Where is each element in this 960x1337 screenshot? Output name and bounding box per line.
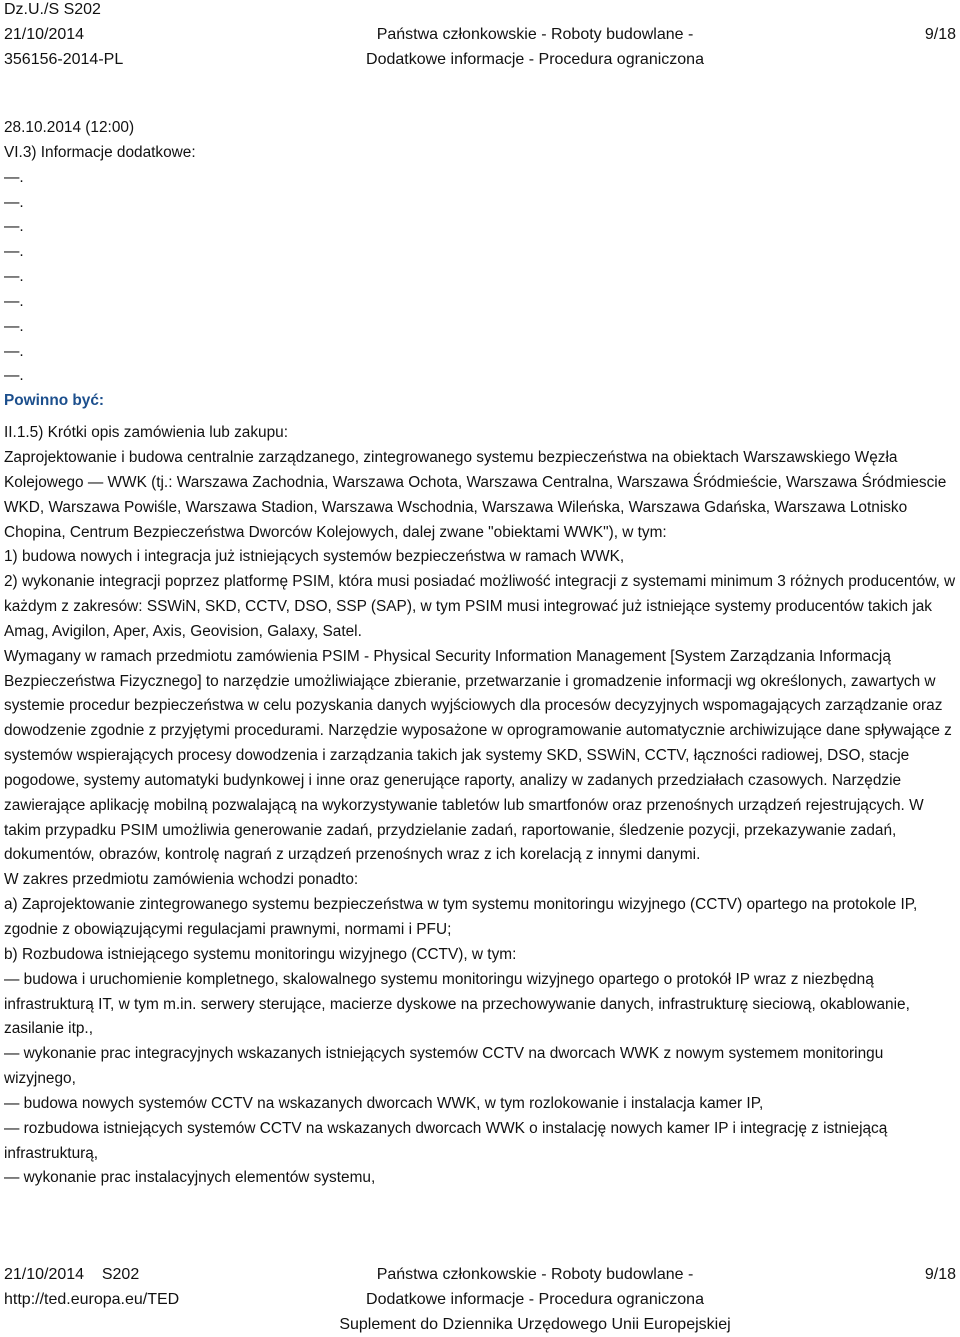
header-page-number: 9/18 (924, 26, 956, 43)
dash-line: —. (4, 317, 24, 335)
dash-line: —. (4, 292, 24, 310)
header-left (4, 0, 123, 72)
header-right (925, 0, 956, 47)
paragraph: — rozbudowa istniejących systemów CCTV na wskazanych dworcach WWK o instalację nowych kamer IP i integrację z istniejącą infrastrukturą, (4, 1119, 888, 1162)
header-center (300, 0, 770, 72)
paragraph: Wymagany w ramach przedmiotu zamówienia PSIM - Physical Security Information Management [System Zarządzania Informacją Bezpieczeństwa Fizycznego] to narzędzie umożliwiające zbieranie, przetwarzanie i gromadzenie informacji wg określonych, zawartych w systemie procedur bezpieczeństwa w celu pozyskania danych wyjściowych dla procesów decyzyjnych wspomagających zarządzanie oraz dowodzenie zgodnie z przyjętymi procedurami. Narzędzie wyposażone w oprogramowanie automatycznie archiwizujące dane spływające z systemów wspierających procesy dowodzenia i zarządzania takich jak systemy SKD, SSWiN, CCTV, łączności radiowej, DSO, stacje pogodowe, systemy automatyki budynkowej i inne oraz generujące raporty, analizy w zadanych przedziałach czasowych. Narzędzie zawierające aplikację mobilną pozwalającą na wykorzystywanie tabletów lub smartfonów oraz przenośnych urządzeń rejestrujących. W takim przypadku PSIM umożliwia generowanie zadań, przydzielanie zadań, raportowanie, śledzenie pozycji, przekazywanie zadań, dokumentów, obrazów, kontrolę nagrań z urządzeń przenośnych wraz z ich korelacją z innymi danymi. (4, 647, 952, 864)
document-body (4, 116, 958, 1191)
dash-line: —. (4, 218, 24, 236)
footer-title-line-2: Dodatkowe informacje - Procedura ograniczona (366, 1291, 704, 1308)
footer-supplement: Suplement do Dziennika Urzędowego Unii Europejskiej (339, 1316, 731, 1333)
paragraph: — budowa i uruchomienie kompletnego, skalowalnego systemu monitoringu wizyjnego opartego o protokół IP wraz z niezbędną infrastrukturą IT, w tym m.in. serwery sterujące, macierze dyskowe na przechowywanie danych, infrastrukturę sieciową, okablowanie, zasilanie itp., (4, 970, 910, 1038)
paragraph: 2) wykonanie integracji poprzez platformę PSIM, która musi posiadać możliwość integracji z systemami minimum 3 różnych producentów, w każdym z zakresów: SSWiN, SKD, CCTV, DSO, SSP (SAP), w tym PSIM musi integrować już istniejące systemy producentów takich jak Amag, Avigilon, Aper, Axis, Geovision, Galaxy, Satel. (4, 573, 956, 640)
dash-line: —. (4, 168, 24, 186)
header-title-line-1: Państwa członkowskie - Roboty budowlane - (376, 26, 694, 43)
footer-date-ref: 21/10/2014 S202 (4, 1266, 140, 1283)
paragraph: Zaprojektowanie i budowa centralnie zarządzanego, zintegrowanego systemu bezpieczeństwa na obiektach Warszawskiego Węzła Kolejowego — WWK (tj.: Warszawa Zachodnia, Warszawa Ochota, Warszawa Centralna, Warszawa Śródmieście, Warszawa Śródmiescie WKD, Warszawa Powiśle, Warszawa Stadion, Warszawa Wschodnia, Warszawa Wileńska, Warszawa Gdańska, Warszawa Lotnisko Chopina, Centrum Bezpieczeństwa Dworców Kolejowych, dalej zwane "obiektami WWK"), w tym: (4, 448, 947, 541)
footer-left (4, 1262, 179, 1312)
paragraph: — wykonanie prac integracyjnych wskazanych istniejących systemów CCTV na dworcach WWK z nowym systemem monitoringu wizyjnego, (4, 1045, 884, 1088)
footer-page-number: 9/18 (924, 1266, 956, 1283)
paragraph: 1) budowa nowych i integracja już istniejących systemów bezpieczeństwa w ramach WWK, (4, 548, 625, 566)
paragraph: — wykonanie prac instalacyjnych elementów systemu, (4, 1169, 376, 1187)
footer-center (300, 1262, 770, 1337)
footer-title-line-1: Państwa członkowskie - Roboty budowlane - (376, 1266, 694, 1283)
header-journal-ref: Dz.U./S S202 (4, 1, 101, 18)
dash-line: —. (4, 193, 24, 211)
dash-line: —. (4, 268, 24, 286)
paragraph: — budowa nowych systemów CCTV na wskazanych dworcach WWK, w tym rozlokowanie i instalacja kamer IP, (4, 1094, 764, 1112)
footer-right (925, 1262, 956, 1287)
dash-line: —. (4, 367, 24, 385)
section-title: VI.3) Informacje dodatkowe: (4, 143, 196, 161)
dash-line: —. (4, 243, 24, 261)
paragraph: b) Rozbudowa istniejącego systemu monitoringu wizyjnego (CCTV), w tym: (4, 945, 517, 963)
paragraph: W zakres przedmiotu zamówienia wchodzi ponadto: (4, 871, 359, 889)
paragraph: a) Zaprojektowanie zintegrowanego systemu bezpieczeństwa w tym systemu monitoringu wizyjnego (CCTV) opartego na protokole IP, zgodnie z obowiązującymi regulacjami prawnymi, normami i PFU; (4, 896, 918, 938)
deadline-date: 28.10.2014 (12:00) (4, 119, 135, 136)
header-notice-id: 356156-2014-PL (4, 51, 124, 68)
paragraph: II.1.5) Krótki opis zamówienia lub zakupu: (4, 424, 289, 442)
header-title-line-2: Dodatkowe informacje - Procedura ograniczona (366, 51, 704, 68)
footer-link: http://ted.europa.eu/TED (4, 1291, 180, 1308)
dash-line: —. (4, 342, 24, 360)
header-date: 21/10/2014 (4, 26, 85, 43)
correction-heading: Powinno być: (4, 392, 105, 410)
